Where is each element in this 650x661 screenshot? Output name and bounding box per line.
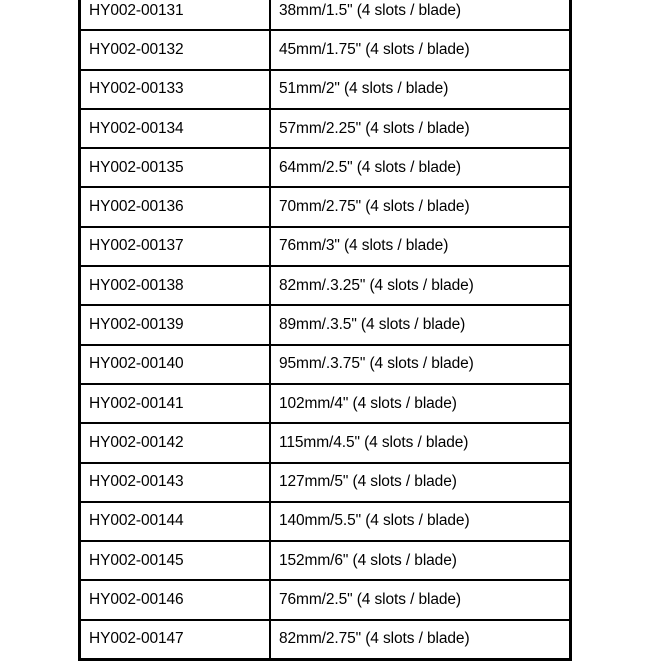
description-cell: 115mm/4.5" (4 slots / blade) [270, 423, 571, 462]
description-cell: 95mm/.3.75" (4 slots / blade) [270, 345, 571, 384]
description-cell: 76mm/2.5" (4 slots / blade) [270, 580, 571, 619]
part-code-cell: HY002-00132 [80, 30, 271, 69]
description-cell: 140mm/5.5" (4 slots / blade) [270, 502, 571, 541]
part-code-cell: HY002-00146 [80, 580, 271, 619]
part-code-cell: HY002-00133 [80, 70, 271, 109]
table-row [80, 148, 571, 187]
description-cell: 51mm/2" (4 slots / blade) [270, 70, 571, 109]
part-code-cell: HY002-00139 [80, 305, 271, 344]
part-code-cell: HY002-00136 [80, 187, 271, 226]
part-code-cell: HY002-00138 [80, 266, 271, 305]
description-cell: 89mm/.3.5" (4 slots / blade) [270, 305, 571, 344]
description-cell: 38mm/1.5" (4 slots / blade) [270, 0, 571, 30]
table-row [80, 423, 571, 462]
table-row [80, 541, 571, 580]
description-cell: 70mm/2.75" (4 slots / blade) [270, 187, 571, 226]
description-cell: 82mm/.3.25" (4 slots / blade) [270, 266, 571, 305]
table-row [80, 266, 571, 305]
table-row [80, 502, 571, 541]
part-code-cell: HY002-00135 [80, 148, 271, 187]
part-code-cell: HY002-00147 [80, 620, 271, 660]
parts-table [78, 0, 572, 661]
part-code-cell: HY002-00143 [80, 463, 271, 502]
table-row [80, 30, 571, 69]
table-row [80, 305, 571, 344]
description-cell: 127mm/5" (4 slots / blade) [270, 463, 571, 502]
description-cell: 76mm/3" (4 slots / blade) [270, 227, 571, 266]
description-cell: 45mm/1.75" (4 slots / blade) [270, 30, 571, 69]
table-row [80, 227, 571, 266]
part-code-cell: HY002-00144 [80, 502, 271, 541]
part-code-cell: HY002-00131 [80, 0, 271, 30]
parts-table-body [80, 0, 571, 660]
part-code-cell: HY002-00137 [80, 227, 271, 266]
table-row [80, 620, 571, 660]
part-code-cell: HY002-00140 [80, 345, 271, 384]
table-row [80, 109, 571, 148]
table-row [80, 463, 571, 502]
description-cell: 102mm/4" (4 slots / blade) [270, 384, 571, 423]
description-cell: 82mm/2.75" (4 slots / blade) [270, 620, 571, 660]
description-cell: 64mm/2.5" (4 slots / blade) [270, 148, 571, 187]
description-cell: 152mm/6" (4 slots / blade) [270, 541, 571, 580]
part-code-cell: HY002-00142 [80, 423, 271, 462]
part-code-cell: HY002-00141 [80, 384, 271, 423]
part-code-cell: HY002-00145 [80, 541, 271, 580]
table-row [80, 187, 571, 226]
table-row [80, 0, 571, 30]
part-code-cell: HY002-00134 [80, 109, 271, 148]
table-row [80, 345, 571, 384]
table-row [80, 580, 571, 619]
description-cell: 57mm/2.25" (4 slots / blade) [270, 109, 571, 148]
table-row [80, 384, 571, 423]
table-row [80, 70, 571, 109]
